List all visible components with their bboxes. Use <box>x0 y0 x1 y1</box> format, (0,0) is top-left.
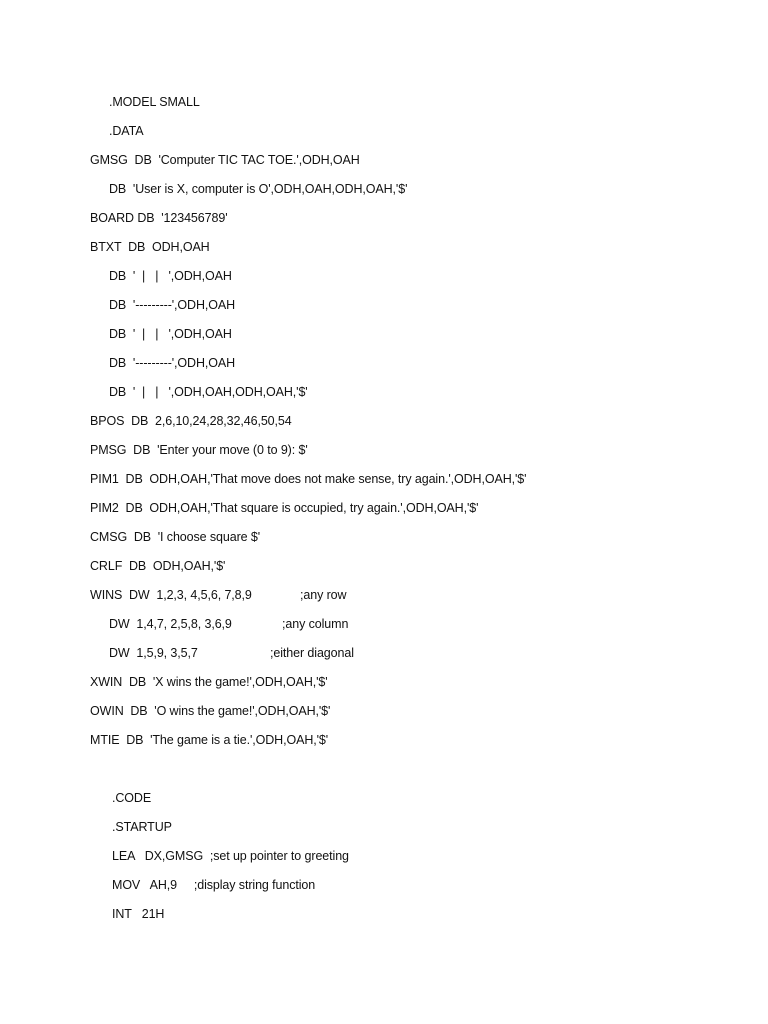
code-line <box>90 732 328 748</box>
code-text: OWIN DB 'O wins the game!',ODH,OAH,'$' <box>90 704 331 718</box>
code-text: DB ' | | ',ODH,OAH <box>109 269 232 283</box>
code-line <box>109 297 235 313</box>
code-line <box>112 819 172 835</box>
code-text: .STARTUP <box>112 820 172 834</box>
code-line <box>90 152 360 168</box>
code-comment: ;either diagonal <box>270 646 354 660</box>
code-text: DB '---------',ODH,OAH <box>109 298 236 312</box>
code-line <box>109 94 200 110</box>
code-line <box>112 877 315 893</box>
code-text: CRLF DB ODH,OAH,'$' <box>90 559 226 573</box>
code-text: .MODEL SMALL <box>109 95 200 109</box>
code-text: .DATA <box>109 124 144 138</box>
code-line <box>90 210 227 226</box>
code-text: PIM2 DB ODH,OAH,'That square is occupied, try again.',ODH,OAH,'$' <box>90 501 479 515</box>
code-line <box>112 790 151 806</box>
code-line <box>90 558 225 574</box>
code-text: DW 1,5,9, 3,5,7 <box>109 646 198 660</box>
code-line <box>90 442 308 458</box>
code-text: BTXT DB ODH,OAH <box>90 240 210 254</box>
code-line <box>90 500 478 516</box>
code-text: DB ' | | ',ODH,OAH,ODH,OAH,'$' <box>109 385 308 399</box>
code-line <box>109 645 198 661</box>
code-text: DB 'User is X, computer is O',ODH,OAH,ODH,OAH,'$' <box>109 182 408 196</box>
code-line <box>109 355 235 371</box>
code-line <box>90 674 328 690</box>
code-line <box>109 268 232 284</box>
code-text: DB '---------',ODH,OAH <box>109 356 236 370</box>
code-text: BPOS DB 2,6,10,24,28,32,46,50,54 <box>90 414 292 428</box>
code-text: PIM1 DB ODH,OAH,'That move does not make sense, try again.',ODH,OAH,'$' <box>90 472 527 486</box>
code-line <box>109 326 232 342</box>
code-line <box>109 123 143 139</box>
code-line <box>90 471 526 487</box>
code-text: MTIE DB 'The game is a tie.',ODH,OAH,'$' <box>90 733 329 747</box>
code-line <box>109 616 232 632</box>
code-text: XWIN DB 'X wins the game!',ODH,OAH,'$' <box>90 675 328 689</box>
code-comment: ;any row <box>300 588 347 602</box>
code-text: DW 1,4,7, 2,5,8, 3,6,9 <box>109 617 232 631</box>
code-text: MOV AH,9 ;display string function <box>112 878 316 892</box>
code-text: DB ' | | ',ODH,OAH <box>109 327 232 341</box>
code-text: LEA DX,GMSG ;set up pointer to greeting <box>112 849 349 863</box>
code-line <box>90 239 210 255</box>
code-line <box>112 906 164 922</box>
code-line <box>90 413 292 429</box>
code-text: .CODE <box>112 791 152 805</box>
code-text: PMSG DB 'Enter your move (0 to 9): $' <box>90 443 308 457</box>
code-line <box>90 529 260 545</box>
code-comment: ;any column <box>282 617 349 631</box>
code-text: BOARD DB '123456789' <box>90 211 228 225</box>
code-line <box>112 848 349 864</box>
code-line <box>109 384 308 400</box>
code-text: INT 21H <box>112 907 165 921</box>
code-text: GMSG DB 'Computer TIC TAC TOE.',ODH,OAH <box>90 153 360 167</box>
code-line <box>90 587 252 603</box>
code-line <box>90 703 330 719</box>
code-text: WINS DW 1,2,3, 4,5,6, 7,8,9 <box>90 588 252 602</box>
code-text: CMSG DB 'I choose square $' <box>90 530 261 544</box>
code-line <box>109 181 407 197</box>
